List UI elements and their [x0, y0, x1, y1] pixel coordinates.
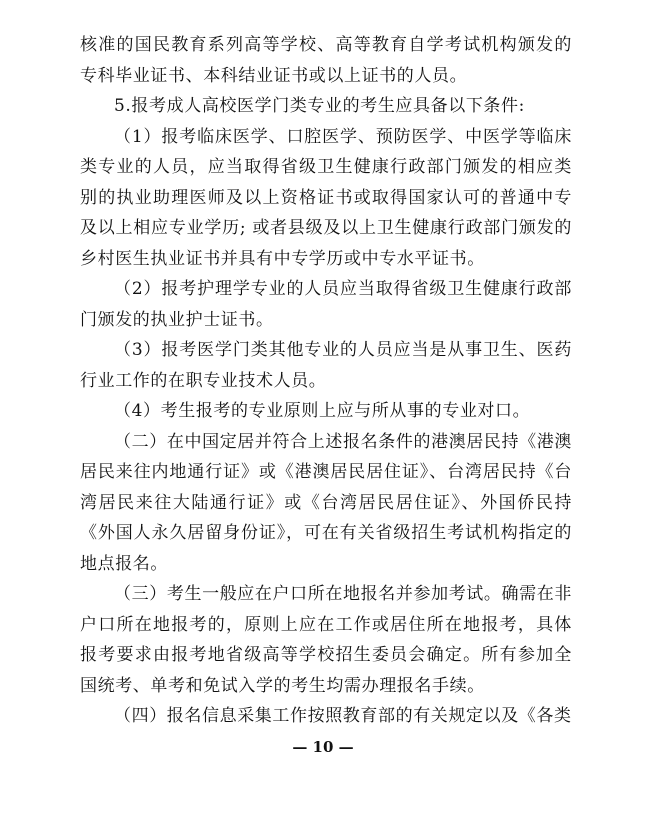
- paragraph-information-collection: （四）报名信息采集工作按照教育部的有关规定以及《各类: [114, 706, 572, 726]
- paragraph-registration-location: （三）考生一般应在户口所在地报名并参加考试。确需在非户口所在地报考的，原则上应在工作或居住所在地报考，具体报考要求由报考地省级高等学校招生委员会确定。所有参加全国统考、单考和免试入学的考生均需办理报名手续。: [80, 584, 572, 696]
- paragraph-other-medical-requirements: （3）报考医学门类其他专业的人员应当是从事卫生、医药行业工作的在职专业技术人员。: [80, 340, 572, 391]
- paragraph-clinical-requirements: （1）报考临床医学、口腔医学、预防医学、中医学等临床类专业的人员，应当取得省级卫生健康行政部门颁发的相应类别的执业助理医师及以上资格证书或取得国家认可的普通中专及以上相应专业学历; 或者县级及以上卫生健康行政部门颁发的乡村医生执业证书并具有中专学历或中专水平证书。: [80, 126, 572, 269]
- page-number: — 10 —: [292, 738, 354, 756]
- document-body: [80, 30, 572, 732]
- paragraph-hk-macao-taiwan-residents: （二）在中国定居并符合上述报名条件的港澳居民持《港澳居民来往内地通行证》或《港澳居民居住证》、台湾居民持《台湾居民来往大陆通行证》或《台湾居民居住证》、外国侨民持《外国人永久居留身份证》，可在有关省级招生考试机构指定的地点报名。: [80, 431, 572, 574]
- paragraph-continuation: 核准的国民教育系列高等学校、高等教育自学考试机构颁发的专科毕业证书、本科结业证书或以上证书的人员。: [80, 35, 572, 86]
- paragraph-medical-conditions-heading: 5.报考成人高校医学门类专业的考生应具备以下条件:: [114, 96, 525, 116]
- paragraph-nursing-requirements: （2）报考护理学专业的人员应当取得省级卫生健康行政部门颁发的执业护士证书。: [80, 279, 572, 330]
- paragraph-major-matching: （4）考生报考的专业原则上应与所从事的专业对口。: [114, 401, 531, 421]
